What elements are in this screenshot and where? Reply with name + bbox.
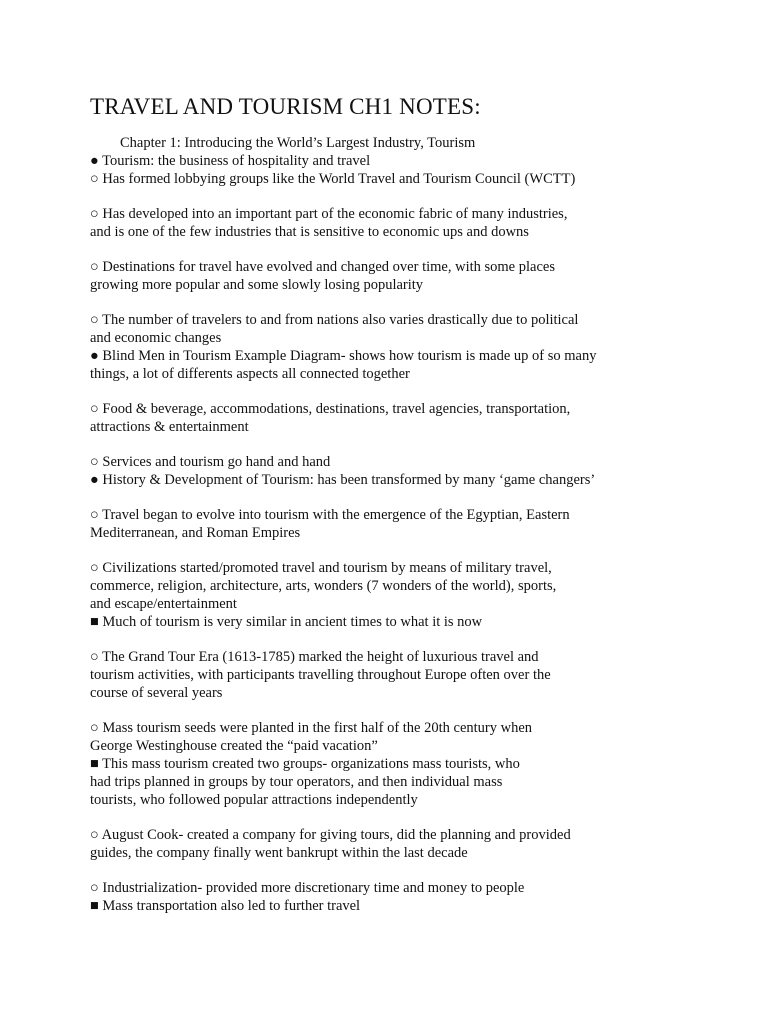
note-line: ● Tourism: the business of hospitality and travel: [90, 153, 371, 169]
paragraph-gap: [90, 862, 690, 879]
note-line: ■ Mass transportation also led to further travel: [90, 898, 361, 914]
note-line: and escape/entertainment: [90, 596, 237, 612]
note-line: tourists, who followed popular attractions independently: [90, 792, 418, 808]
note-line: tourism activities, with participants travelling throughout Europe often over the: [90, 667, 551, 683]
note-line: ○ August Cook- created a company for giving tours, did the planning and provided: [90, 827, 571, 843]
note-line: ■ This mass tourism created two groups- organizations mass tourists, who: [90, 756, 520, 772]
note-line: ○ The Grand Tour Era (1613-1785) marked the height of luxurious travel and: [90, 649, 539, 665]
note-line: guides, the company finally went bankrupt within the last decade: [90, 845, 468, 861]
paragraph-gap: [90, 436, 690, 453]
notes-body: [90, 152, 690, 915]
note-line: ○ Has developed into an important part of the economic fabric of many industries,: [90, 206, 568, 222]
note-line: commerce, religion, architecture, arts, wonders (7 wonders of the world), sports,: [90, 578, 557, 594]
note-line: had trips planned in groups by tour operators, and then individual mass: [90, 774, 503, 790]
paragraph-gap: [90, 294, 690, 311]
paragraph-gap: [90, 188, 690, 205]
paragraph-gap: [90, 809, 690, 826]
note-line: ○ Industrialization- provided more discretionary time and money to people: [90, 880, 525, 896]
paragraph-gap: [90, 542, 690, 559]
chapter-heading: Chapter 1: Introducing the World’s Largest Industry, Tourism: [120, 135, 476, 151]
document-title: TRAVEL AND TOURISM CH1 NOTES:: [90, 94, 481, 119]
note-line: growing more popular and some slowly losing popularity: [90, 277, 424, 293]
paragraph-gap: [90, 489, 690, 506]
note-line: ○ Food & beverage, accommodations, destinations, travel agencies, transportation,: [90, 401, 571, 417]
note-line: things, a lot of differents aspects all connected together: [90, 366, 410, 382]
note-line: ○ Has formed lobbying groups like the World Travel and Tourism Council (WCTT): [90, 171, 576, 187]
note-line: George Westinghouse created the “paid vacation”: [90, 738, 378, 754]
note-line: ○ The number of travelers to and from nations also varies drastically due to political: [90, 312, 579, 328]
document-page: [90, 92, 690, 915]
note-line: and economic changes: [90, 330, 222, 346]
note-line: ○ Civilizations started/promoted travel and tourism by means of military travel,: [90, 560, 552, 576]
note-line: ● Blind Men in Tourism Example Diagram- shows how tourism is made up of so many: [90, 348, 597, 364]
note-line: ■ Much of tourism is very similar in ancient times to what it is now: [90, 614, 483, 630]
paragraph-gap: [90, 631, 690, 648]
note-line: attractions & entertainment: [90, 419, 249, 435]
note-line: ● History & Development of Tourism: has been transformed by many ‘game changers’: [90, 472, 596, 488]
note-line: ○ Services and tourism go hand and hand: [90, 454, 331, 470]
paragraph-gap: [90, 702, 690, 719]
note-line: course of several years: [90, 685, 223, 701]
note-line: Mediterranean, and Roman Empires: [90, 525, 301, 541]
paragraph-gap: [90, 383, 690, 400]
note-line: and is one of the few industries that is sensitive to economic ups and downs: [90, 224, 529, 240]
note-line: ○ Destinations for travel have evolved and changed over time, with some places: [90, 259, 555, 275]
note-line: ○ Travel began to evolve into tourism with the emergence of the Egyptian, Eastern: [90, 507, 570, 523]
note-line: ○ Mass tourism seeds were planted in the first half of the 20th century when: [90, 720, 533, 736]
paragraph-gap: [90, 241, 690, 258]
